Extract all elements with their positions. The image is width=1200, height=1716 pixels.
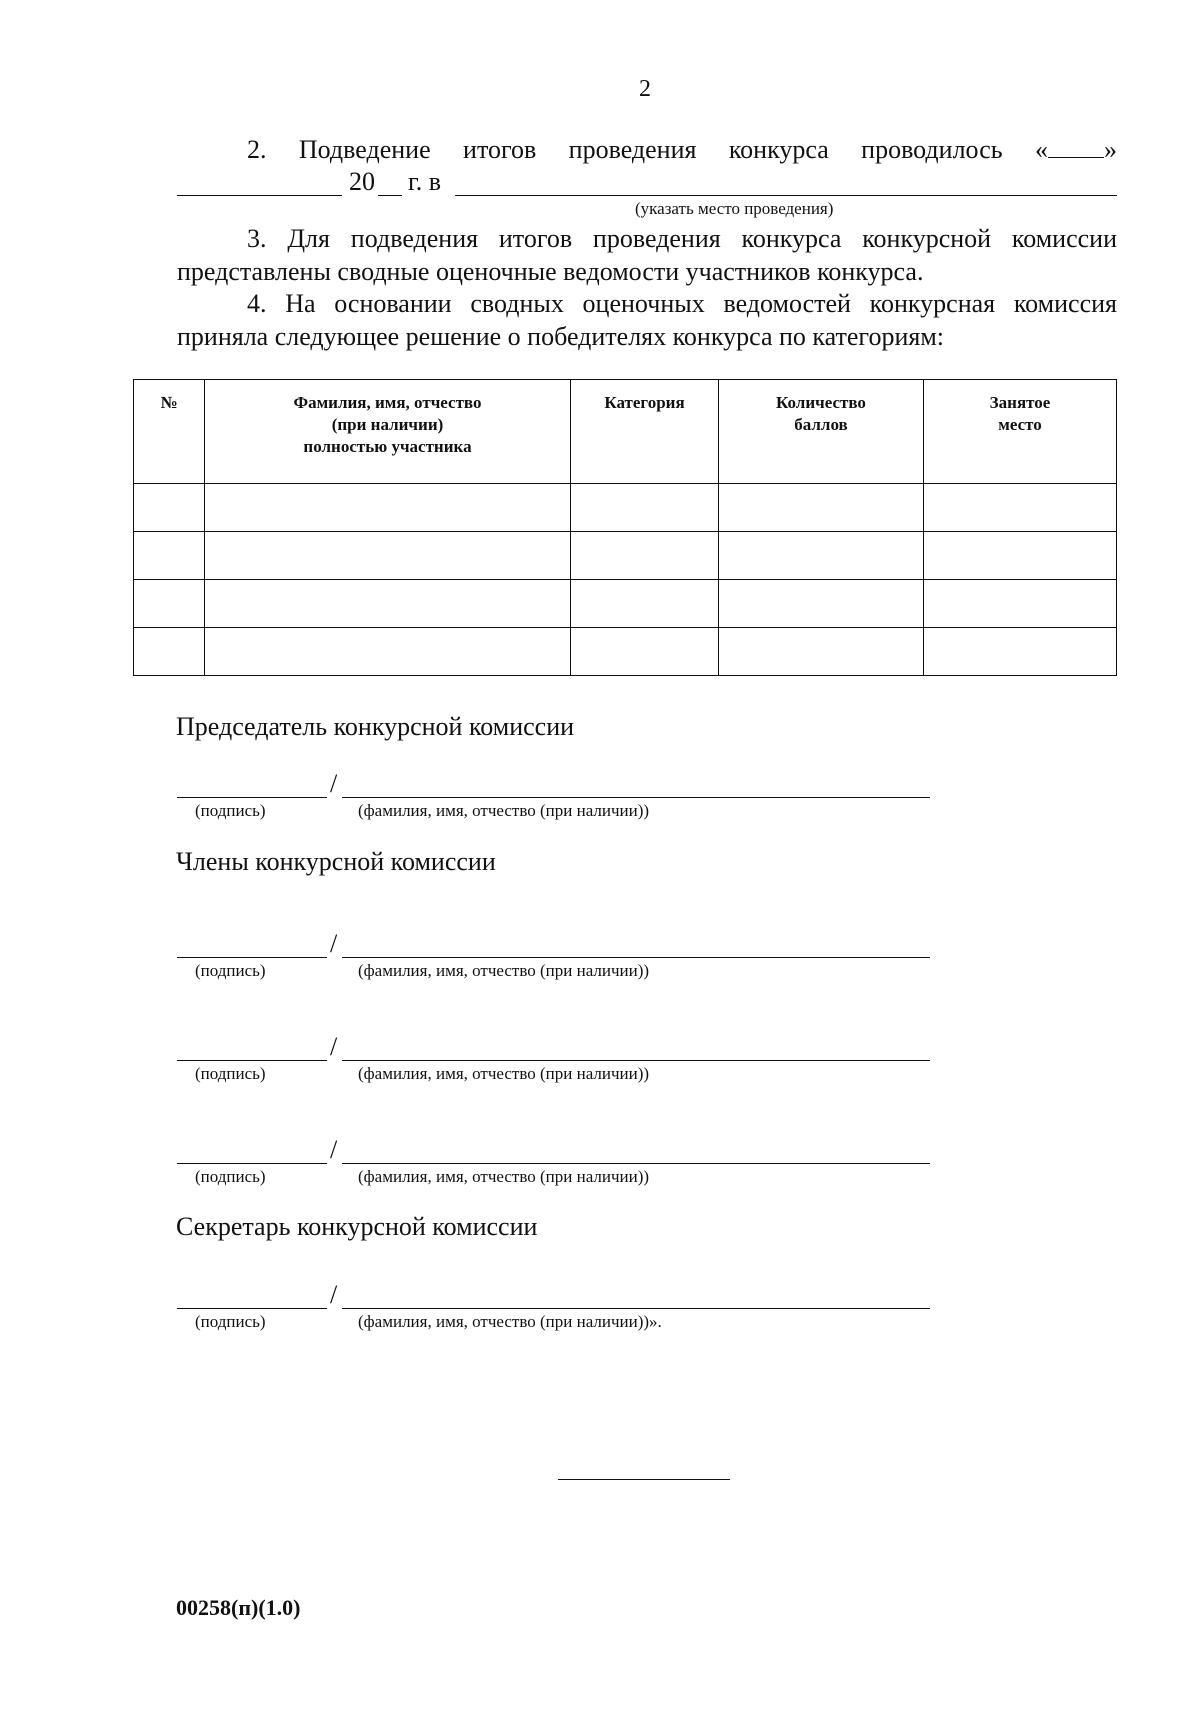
secretary-signature-caption: (подпись) xyxy=(195,1312,266,1331)
secretary-signature-line[interactable] xyxy=(177,1308,327,1309)
table-cell[interactable] xyxy=(571,628,719,676)
member-2-name-caption: (фамилия, имя, отчество (при наличии)) xyxy=(358,1064,650,1083)
member-2-signature-line[interactable] xyxy=(177,1060,327,1061)
table-cell[interactable] xyxy=(719,484,924,532)
header-place: Занятое место xyxy=(924,380,1117,484)
member-1-signature-line[interactable] xyxy=(177,957,327,958)
month-blank[interactable] xyxy=(177,195,342,196)
chairman-signature-line[interactable] xyxy=(177,797,327,798)
header-score: Количество баллов xyxy=(719,380,924,484)
table-cell[interactable] xyxy=(924,580,1117,628)
paragraph-3 xyxy=(177,222,1117,288)
paragraph-2-close-quote: » xyxy=(1104,135,1117,164)
table-cell[interactable] xyxy=(205,628,571,676)
table-cell[interactable] xyxy=(134,532,205,580)
table-cell[interactable] xyxy=(134,580,205,628)
year-prefix: 20 xyxy=(349,167,375,196)
member-3-name-line[interactable] xyxy=(342,1163,930,1164)
secretary-name-line[interactable] xyxy=(342,1308,930,1309)
table-cell[interactable] xyxy=(719,580,924,628)
member-1-name-caption: (фамилия, имя, отчество (при наличии)) xyxy=(358,961,650,980)
paragraph-4-text: 4. На основании сводных оценочных ведомостей конкурсная комиссия приняла следующее решение о победителях конкурса по категориям: xyxy=(177,289,1117,351)
table-row xyxy=(134,484,1117,532)
member-1-signature-caption: (подпись) xyxy=(195,961,266,980)
table-cell[interactable] xyxy=(924,628,1117,676)
paragraph-3-text: 3. Для подведения итогов проведения конкурса конкурсной комиссии представлены сводные оценочные ведомости участников конкурса. xyxy=(177,224,1117,286)
winners-table xyxy=(133,379,1117,676)
header-category: Категория xyxy=(571,380,719,484)
page-number: 2 xyxy=(639,76,651,102)
secretary-title: Секретарь конкурсной комиссии xyxy=(176,1212,538,1241)
member-3-signature-line[interactable] xyxy=(177,1163,327,1164)
chairman-slash: / xyxy=(330,769,338,798)
table-cell[interactable] xyxy=(571,580,719,628)
table-row xyxy=(134,532,1117,580)
year-blank[interactable] xyxy=(378,195,402,196)
header-participant-name: Фамилия, имя, отчество (при наличии) полностью участника xyxy=(205,380,571,484)
member-2-name-line[interactable] xyxy=(342,1060,930,1061)
table-row xyxy=(134,628,1117,676)
member-3-slash: / xyxy=(330,1135,338,1164)
member-1-slash: / xyxy=(330,929,338,958)
member-3-signature-caption: (подпись) xyxy=(195,1167,266,1186)
member-1-name-line[interactable] xyxy=(342,957,930,958)
table-header-row xyxy=(134,380,1117,484)
table-cell[interactable] xyxy=(205,484,571,532)
table-row xyxy=(134,580,1117,628)
table-cell[interactable] xyxy=(571,484,719,532)
table-cell[interactable] xyxy=(924,532,1117,580)
chairman-title: Председатель конкурсной комиссии xyxy=(176,712,575,741)
place-prefix: г. в xyxy=(408,167,442,196)
table-cell[interactable] xyxy=(134,484,205,532)
paragraph-4 xyxy=(177,287,1117,353)
place-caption: (указать место проведения) xyxy=(635,199,834,218)
member-2-slash: / xyxy=(330,1032,338,1061)
paragraph-2-line-1 xyxy=(177,133,1117,166)
chairman-name-line[interactable] xyxy=(342,797,930,798)
paragraph-2-text: 2. Подведение итогов проведения конкурса проводилось « xyxy=(247,135,1048,164)
end-divider xyxy=(558,1479,730,1480)
table-cell[interactable] xyxy=(719,628,924,676)
member-2-signature-caption: (подпись) xyxy=(195,1064,266,1083)
table-cell[interactable] xyxy=(924,484,1117,532)
secretary-slash: / xyxy=(330,1280,338,1309)
header-number: № xyxy=(134,380,205,484)
table-cell[interactable] xyxy=(205,580,571,628)
chairman-signature-caption: (подпись) xyxy=(195,801,266,820)
chairman-name-caption: (фамилия, имя, отчество (при наличии)) xyxy=(358,801,650,820)
table-cell[interactable] xyxy=(571,532,719,580)
table-cell[interactable] xyxy=(205,532,571,580)
member-3-name-caption: (фамилия, имя, отчество (при наличии)) xyxy=(358,1167,650,1186)
day-blank[interactable] xyxy=(1048,135,1104,158)
members-title: Члены конкурсной комиссии xyxy=(176,847,496,876)
document-code: 00258(п)(1.0) xyxy=(176,1595,301,1620)
table-cell[interactable] xyxy=(134,628,205,676)
table-cell[interactable] xyxy=(719,532,924,580)
secretary-name-caption: (фамилия, имя, отчество (при наличии))». xyxy=(358,1312,662,1331)
place-blank[interactable] xyxy=(455,195,1117,196)
